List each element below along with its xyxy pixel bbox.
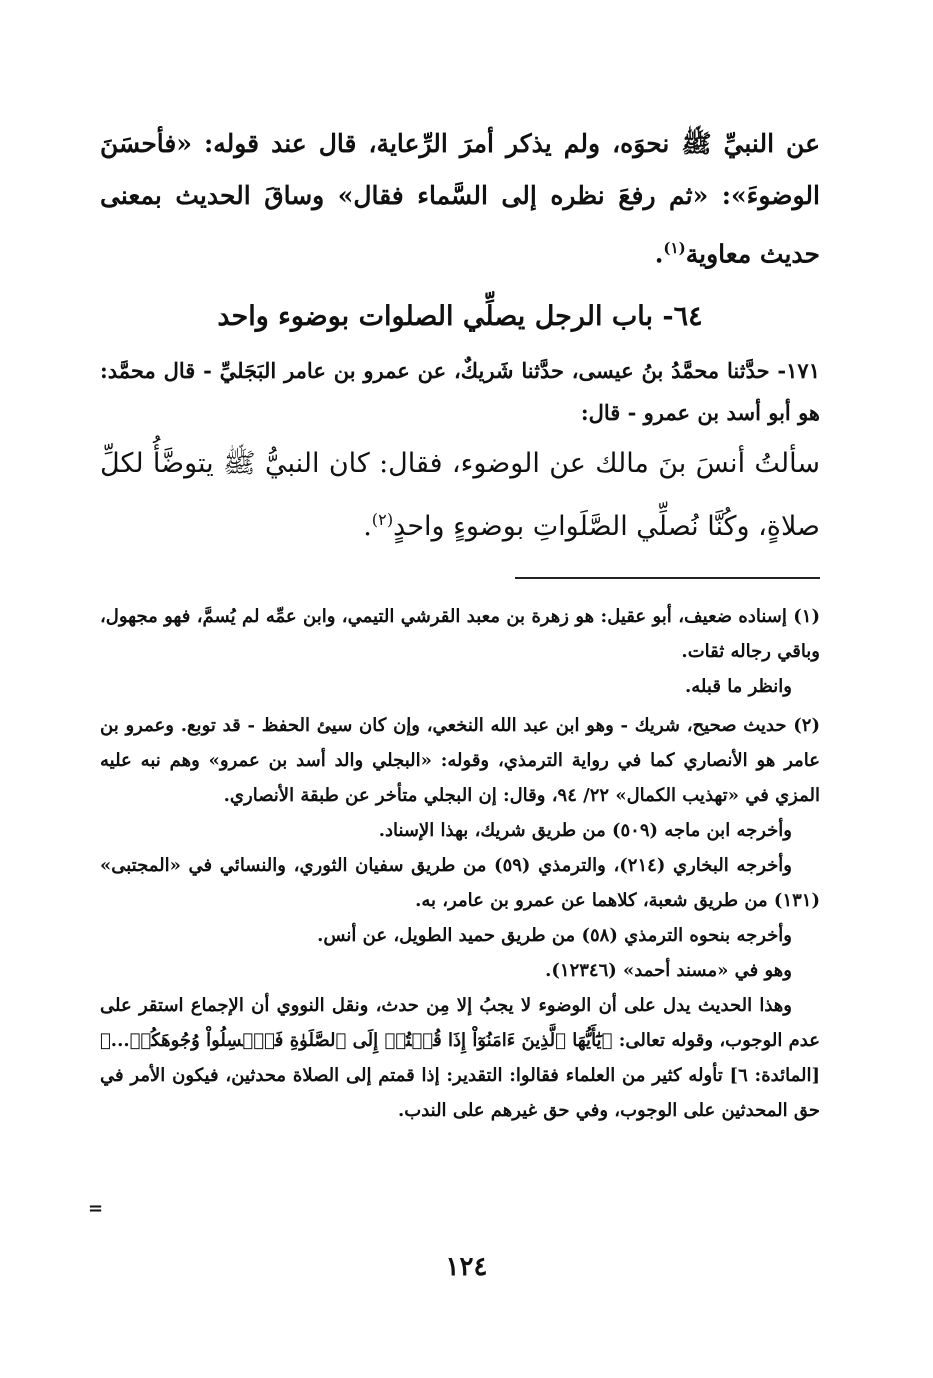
hadith-chain: ١٧١- حدَّثنا محمَّدُ بنُ عيسى، حدَّثنا شَريكٌ، عن عمرو بن عامر البَجَليِّ - قال محمَّد: هو أبو أسد بن عمرو - قال:: [100, 358, 820, 426]
footnote-2: (٢) حديث صحيح، شريك - وهو ابن عبد الله النخعي، وإن كان سيئ الحفظ - قد توبع. وعمرو بن عامر هو الأنصاري كما في رواية الترمذي، وقوله: «البجلي والد أسد بن عمرو» وهم نبه عليه المزي في «تهذيب الكمال» ٢٢/ ٩٤، وقال: إن البجلي متأخر عن طبقة الأنصاري.: [100, 715, 820, 807]
footnotes-section: [100, 599, 820, 1128]
main-paragraph-text: عن النبيِّ ﷺ نحوَه، ولم يذكر أمرَ الرِّعاية، قال عند قوله: «فأحسَنَ الوضوءَ»: «ثم رفعَ نظره إلى السَّماء فقال» وساقَ الحديث بمعنى حديث معاوية: [100, 129, 820, 269]
page-number: ١٢٤: [445, 1252, 488, 1282]
footnote-1: (١) إسناده ضعيف، أبو عقيل: هو زهرة بن معبد القرشي التيمي، وابن عمِّه لم يُسمَّ، فهو مجهول، وباقي رجاله ثقات.: [100, 606, 820, 663]
footnote-2-bukhari: وأخرجه البخاري (٢١٤)، والترمذي (٥٩) من طريق سفيان الثوري، والنسائي في «المجتبى» (١٣١) من طريق شعبة، كلاهما عن عمرو بن عامر، به.: [100, 855, 820, 912]
footnote-divider: [515, 577, 820, 579]
footnote-2-musnad: وهو في «مسند أحمد» (١٢٣٤٦).: [545, 960, 792, 982]
footnote-2-ibn-majah: وأخرجه ابن ماجه (٥٠٩) من طريق شريك، بهذا الإسناد.: [378, 820, 792, 842]
footnote-1-cross-ref: وانظر ما قبله.: [685, 676, 792, 698]
footnote-2-commentary: وهذا الحديث يدل على أن الوضوء لا يجبُ إلا مِن حدث، ونقل النووي أن الإجماع استقر على عدم الوجوب، وقوله تعالى: ﴿يَٰٓأَيُّهَا ٱلَّذِينَ ءَامَنُوٓاْ إِذَا قُمۡتُمۡ إِلَى ٱلصَّلَوٰةِ فَٱغۡسِلُواْ وُجُوهَكُمۡ...﴾ [المائدة: ٦] تأوله كثير من العلماء فقالوا: التقدير: إذا قمتم إلى الصلاة محدثين، فيكون الأمر في حق المحدثين على الوجوب، وفي حق غيرهم على الندب.: [100, 995, 820, 1122]
hadith-text: سألتُ أنسَ بنَ مالك عن الوضوء، فقال: كان النبيُّ ﷺ يتوضَّأُ لكلِّ صلاةٍ، وكُنَّا نُصلِّي الصَّلَواتِ بوضوءٍ واحدٍ$^{(٢)}$.: [100, 448, 821, 543]
hadith-text-body: سألتُ أنسَ بنَ مالك عن الوضوء، فقال: كان النبيُّ ﷺ يتوضَّأُ لكلِّ صلاةٍ، وكُنَّا نُصلِّي الصَّلَواتِ بوضوءٍ واحدٍ: [100, 448, 821, 543]
chapter-title: ٦٤- باب الرجل يصلِّي الصلوات بوضوء واحد: [217, 301, 703, 333]
footnote-ref-1: (١): [663, 239, 686, 257]
page-body: [100, 118, 820, 1128]
footnote-2-tirmidhi: وأخرجه بنحوه الترمذي (٥٨) من طريق حميد الطويل، عن أنس.: [317, 925, 792, 947]
continuation-mark: =: [88, 1198, 104, 1219]
footnote-ref-2: (٢): [371, 510, 394, 530]
main-paragraph: عن النبيِّ ﷺ نحوَه، ولم يذكر أمرَ الرِّعاية، قال عند قوله: «فأحسَنَ الوضوءَ»: «ثم رفعَ نظره إلى السَّماء فقال» وساقَ الحديث بمعنى حديث معاوية$^{(١)}$.: [100, 129, 820, 269]
